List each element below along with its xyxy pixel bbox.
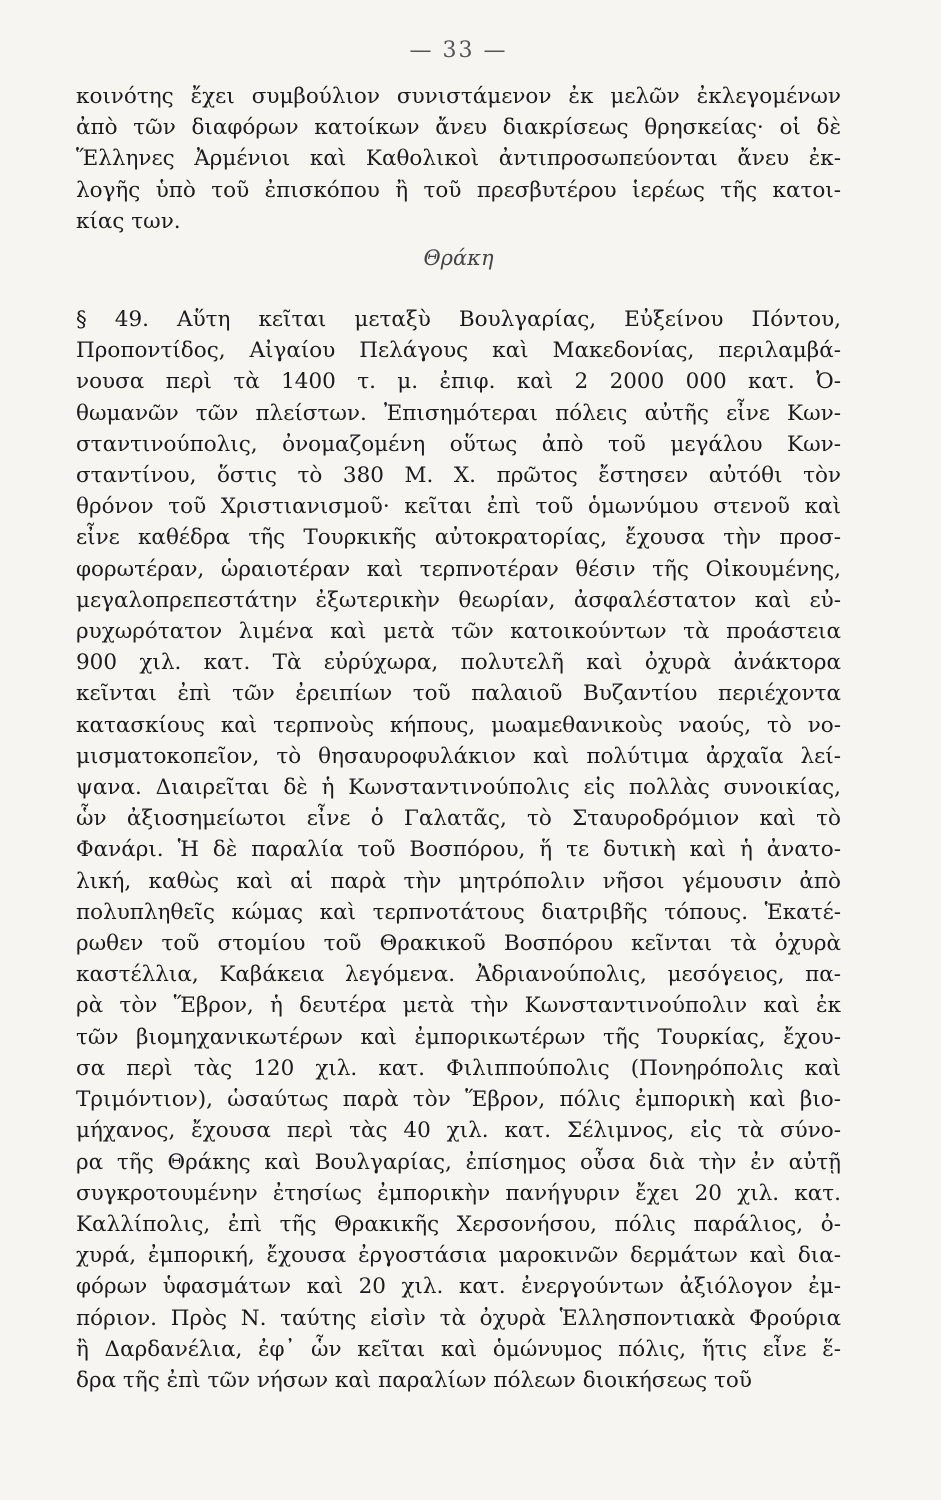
text-line: κατασκίους καὶ τερπνοὺς κήπους, μωαμεθανικοὺς ναούς, τὸ νο- xyxy=(76,712,841,738)
page-number: — 33 — xyxy=(409,38,508,63)
text-line: εἶνε καθέδρα τῆς Τουρκικῆς αὐτοκρατορίας, ἔχουσα τὴν προσ- xyxy=(76,525,841,551)
paragraph-2 xyxy=(76,304,841,1396)
text-line: θωμανῶν τῶν πλείστων. Ἐπισημότεραι πόλεις αὐτῆς εἶνε Κων- xyxy=(76,400,841,426)
text-line: σα περὶ τὰς 120 χιλ. κατ. Φιλιππούπολις (Πονηρόπολις καὶ xyxy=(76,1055,841,1081)
text-line: Ἕλληνες Ἀρμένιοι καὶ Καθολικοὶ ἀντιπροσωπεύονται ἄνευ ἐκ- xyxy=(76,146,841,172)
text-line: κίας των. xyxy=(76,208,181,234)
paragraph-1 xyxy=(76,81,841,237)
text-line: δρα τῆς ἐπὶ τῶν νήσων καὶ παραλίων πόλεων διοικήσεως τοῦ xyxy=(76,1367,752,1393)
text-line: καστέλλια, Καβάκεια λεγόμενα. Ἀδριανούπολις, μεσόγειος, πα- xyxy=(76,962,841,988)
text-line: μισματοκοπεῖον, τὸ θησαυροφυλάκιον καὶ πολύτιμα ἀρχαῖα λεί- xyxy=(76,743,841,769)
text-line: Τριμόντιον), ὡσαύτως παρὰ τὸν Ἕβρον, πόλις ἐμπορικὴ καὶ βιο- xyxy=(76,1087,841,1113)
text-line: Φανάρι. Ἡ δὲ παραλία τοῦ Βοσπόρου, ἥ τε δυτικὴ καὶ ἡ ἀνατο- xyxy=(76,837,841,863)
text-line: ὧν ἀξιοσημείωτοι εἶνε ὁ Γαλατᾶς, τὸ Σταυροδρόμιον καὶ τὸ xyxy=(76,806,841,832)
text-line: σταντίνου, ὅστις τὸ 380 Μ. Χ. πρῶτος ἔστησεν αὐτόθι τὸν xyxy=(76,463,841,489)
text-line: τῶν βιομηχανικωτέρων καὶ ἐμπορικωτέρων τῆς Τουρκίας, ἔχου- xyxy=(76,1024,841,1050)
text-line: ψανα. Διαιρεῖται δὲ ἡ Κωνσταντινούπολις εἰς πολλὰς συνοικίας, xyxy=(76,775,841,801)
text-line: θρόνον τοῦ Χριστιανισμοῦ· κεῖται ἐπὶ τοῦ ὁμωνύμου στενοῦ καὶ xyxy=(76,494,841,520)
text-line: ρυχωρότατον λιμένα καὶ μετὰ τῶν κατοικούντων τὰ προάστεια xyxy=(76,619,841,645)
text-line: Προποντίδος, Αἰγαίου Πελάγους καὶ Μακεδονίας, περιλαμβά- xyxy=(76,338,841,364)
text-line: φορωτέραν, ὡραιοτέραν καὶ τερπνοτέραν θέσιν τῆς Οἰκουμένης, xyxy=(76,556,841,582)
text-line: λογῆς ὑπὸ τοῦ ἐπισκόπου ἢ τοῦ πρεσβυτέρου ἱερέως τῆς κατοι- xyxy=(76,177,841,203)
text-line: νουσα περὶ τὰ 1400 τ. μ. ἐπιφ. καὶ 2 2000 000 κατ. Ὀ- xyxy=(76,369,841,395)
text-line: ρωθεν τοῦ στομίου τοῦ Θρακικοῦ Βοσπόρου κεῖνται τὰ ὀχυρὰ xyxy=(76,931,841,957)
text-line: § 49. Αὕτη κεῖται μεταξὺ Βουλγαρίας, Εὐξείνου Πόντου, xyxy=(76,307,841,333)
text-line: κεῖνται ἐπὶ τῶν ἐρειπίων τοῦ παλαιοῦ Βυζαντίου περιέχοντα xyxy=(76,681,841,707)
text-line: πόριον. Πρὸς Ν. ταύτης εἰσὶν τὰ ὀχυρὰ Ἑλλησποντιακὰ Φρούρια xyxy=(76,1305,841,1331)
text-line: ρα τῆς Θράκης καὶ Βουλγαρίας, ἐπίσημος οὖσα διὰ τὴν ἐν αὐτῇ xyxy=(76,1149,841,1175)
text-line: ἀπὸ τῶν διαφόρων κατοίκων ἄνευ διακρίσεως θρησκείας· οἱ δὲ xyxy=(76,115,841,141)
text-line: ρὰ τὸν Ἕβρον, ἡ δευτέρα μετὰ τὴν Κωνσταντινούπολιν καὶ ἐκ xyxy=(76,993,841,1019)
text-line: λική, καθὼς καὶ αἱ παρὰ τὴν μητρόπολιν νῆσοι γέμουσιν ἀπὸ xyxy=(76,868,841,894)
section-heading: Θράκη xyxy=(423,246,494,271)
text-line: μεγαλοπρεπεστάτην ἐξωτερικὴν θεωρίαν, ἀσφαλέστατον καὶ εὐ- xyxy=(76,587,841,613)
text-line: κοινότης ἔχει συμβούλιον συνιστάμενον ἐκ μελῶν ἐκλεγομένων xyxy=(76,84,841,109)
text-line: 900 χιλ. κατ. Τὰ εὐρύχωρα, πολυτελῆ καὶ ὀχυρὰ ἀνάκτορα xyxy=(76,650,841,676)
text-line: συγκροτουμένην ἐτησίως ἐμπορικὴν πανήγυριν ἔχει 20 χιλ. κατ. xyxy=(76,1180,841,1206)
text-line: χυρά, ἐμπορική, ἔχουσα ἐργοστάσια μαροκινῶν δερμάτων καὶ δια- xyxy=(76,1243,841,1269)
text-line: Καλλίπολις, ἐπὶ τῆς Θρακικῆς Χερσονήσου, πόλις παράλιος, ὀ- xyxy=(76,1211,841,1237)
text-line: φόρων ὑφασμάτων καὶ 20 χιλ. κατ. ἐνεργούντων ἀξιόλογον ἐμ- xyxy=(76,1274,841,1300)
text-line: σταντινούπολις, ὀνομαζομένη οὕτως ἀπὸ τοῦ μεγάλου Κων- xyxy=(76,431,841,457)
text-line: ἢ Δαρδανέλια, ἐφ᾽ ὧν κεῖται καὶ ὁμώνυμος πόλις, ἥτις εἶνε ἕ- xyxy=(76,1336,841,1362)
text-line: μήχανος, ἔχουσα περὶ τὰς 40 χιλ. κατ. Σέλιμνος, εἰς τὰ σύνο- xyxy=(76,1118,841,1144)
text-line: πολυπληθεῖς κώμας καὶ τερπνοτάτους διατριβῆς τόπους. Ἑκατέ- xyxy=(76,899,841,925)
